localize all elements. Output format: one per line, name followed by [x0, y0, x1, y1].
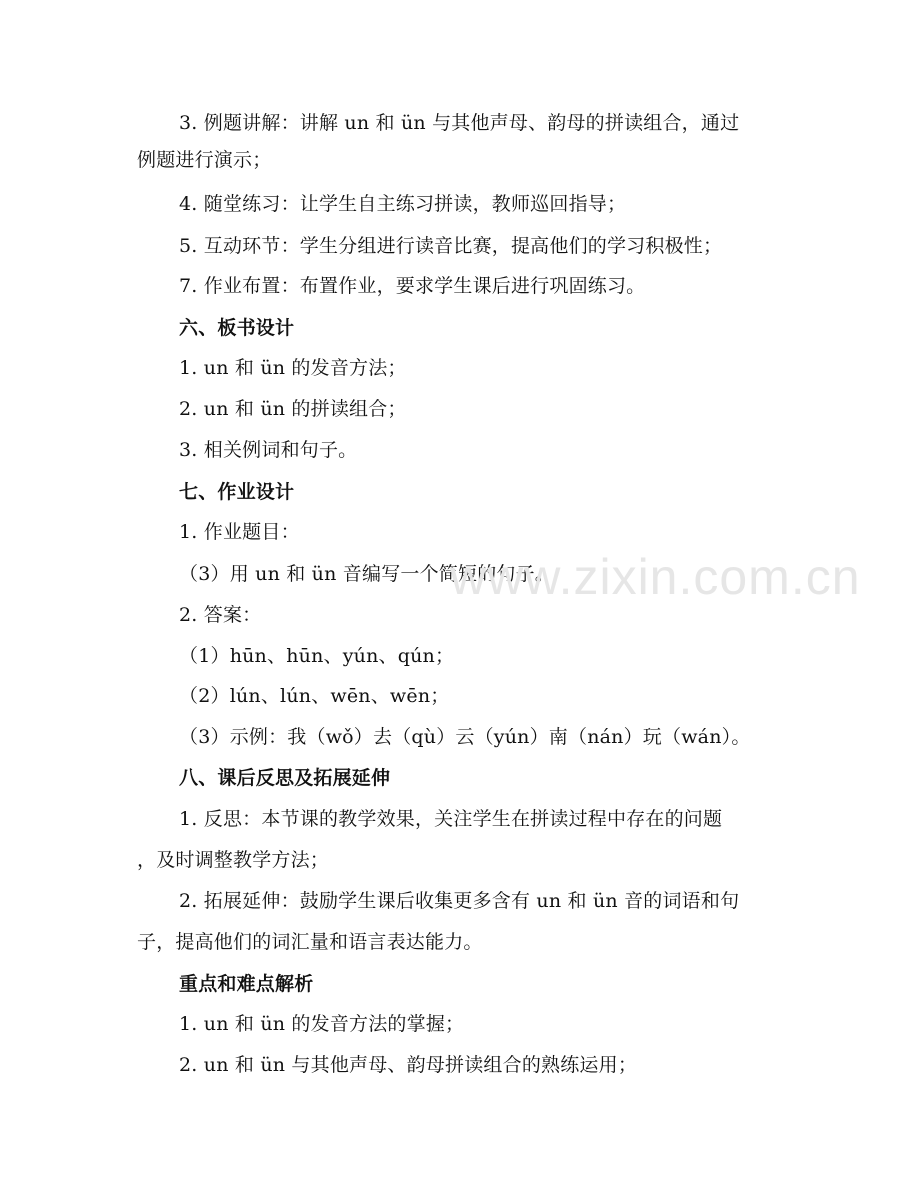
text-line-answer-2: （2）lún、lún、wēn、wēn； — [179, 685, 450, 707]
section-heading-reflection: 八、课后反思及拓展延伸 — [179, 767, 391, 789]
text-line-practice: 4. 随堂练习：让学生自主练习拼读，教师巡回指导； — [179, 193, 627, 215]
text-line-homework-assign: 7. 作业布置：布置作业，要求学生课后进行巩固练习。 — [179, 275, 646, 297]
section-heading-homework-design: 七、作业设计 — [179, 481, 295, 503]
text-line-answer-1: （1）hūn、hūn、yún、qún； — [179, 645, 455, 667]
text-line-answers: 2. 答案： — [179, 604, 262, 626]
text-line-continuation: 子，提高他们的词汇量和语言表达能力。 — [137, 931, 483, 953]
text-line-board-3: 3. 相关例词和句子。 — [179, 439, 358, 461]
text-line-example-explanation: 3. 例题讲解：讲解 un 和 ün 与其他声母、韵母的拼读组合，通过 — [179, 112, 740, 134]
text-line-interaction: 5. 互动环节：学生分组进行读音比赛，提高他们的学习积极性； — [179, 235, 723, 257]
text-line-extension: 2. 拓展延伸：鼓励学生课后收集更多含有 un 和 ün 音的词语和句 — [179, 890, 740, 912]
text-line-board-1: 1. un 和 ün 的发音方法； — [179, 357, 407, 379]
section-heading-key-points: 重点和难点解析 — [179, 973, 314, 995]
section-heading-board-design: 六、板书设计 — [179, 317, 295, 339]
text-line-answer-3: （3）示例：我（wǒ）去（qù）云（yún）南（nán）玩（wán）。 — [179, 726, 751, 748]
text-line-continuation: 例题进行演示； — [137, 149, 272, 171]
text-line-homework-item-3: （3）用 un 和 ün 音编写一个简短的句子。 — [179, 563, 554, 585]
text-line-key-point-1: 1. un 和 ün 的发音方法的掌握； — [179, 1013, 465, 1035]
text-line-key-point-2: 2. un 和 ün 与其他声母、韵母拼读组合的熟练运用； — [179, 1054, 638, 1076]
text-line-reflection: 1. 反思：本节课的教学效果，关注学生在拼读过程中存在的问题 — [179, 808, 723, 830]
text-line-homework-topic: 1. 作业题目： — [179, 521, 300, 543]
watermark: www.zixin.com.cn — [450, 549, 861, 605]
text-line-board-2: 2. un 和 ün 的拼读组合； — [179, 398, 407, 420]
text-line-continuation: ，及时调整教学方法； — [137, 849, 330, 871]
